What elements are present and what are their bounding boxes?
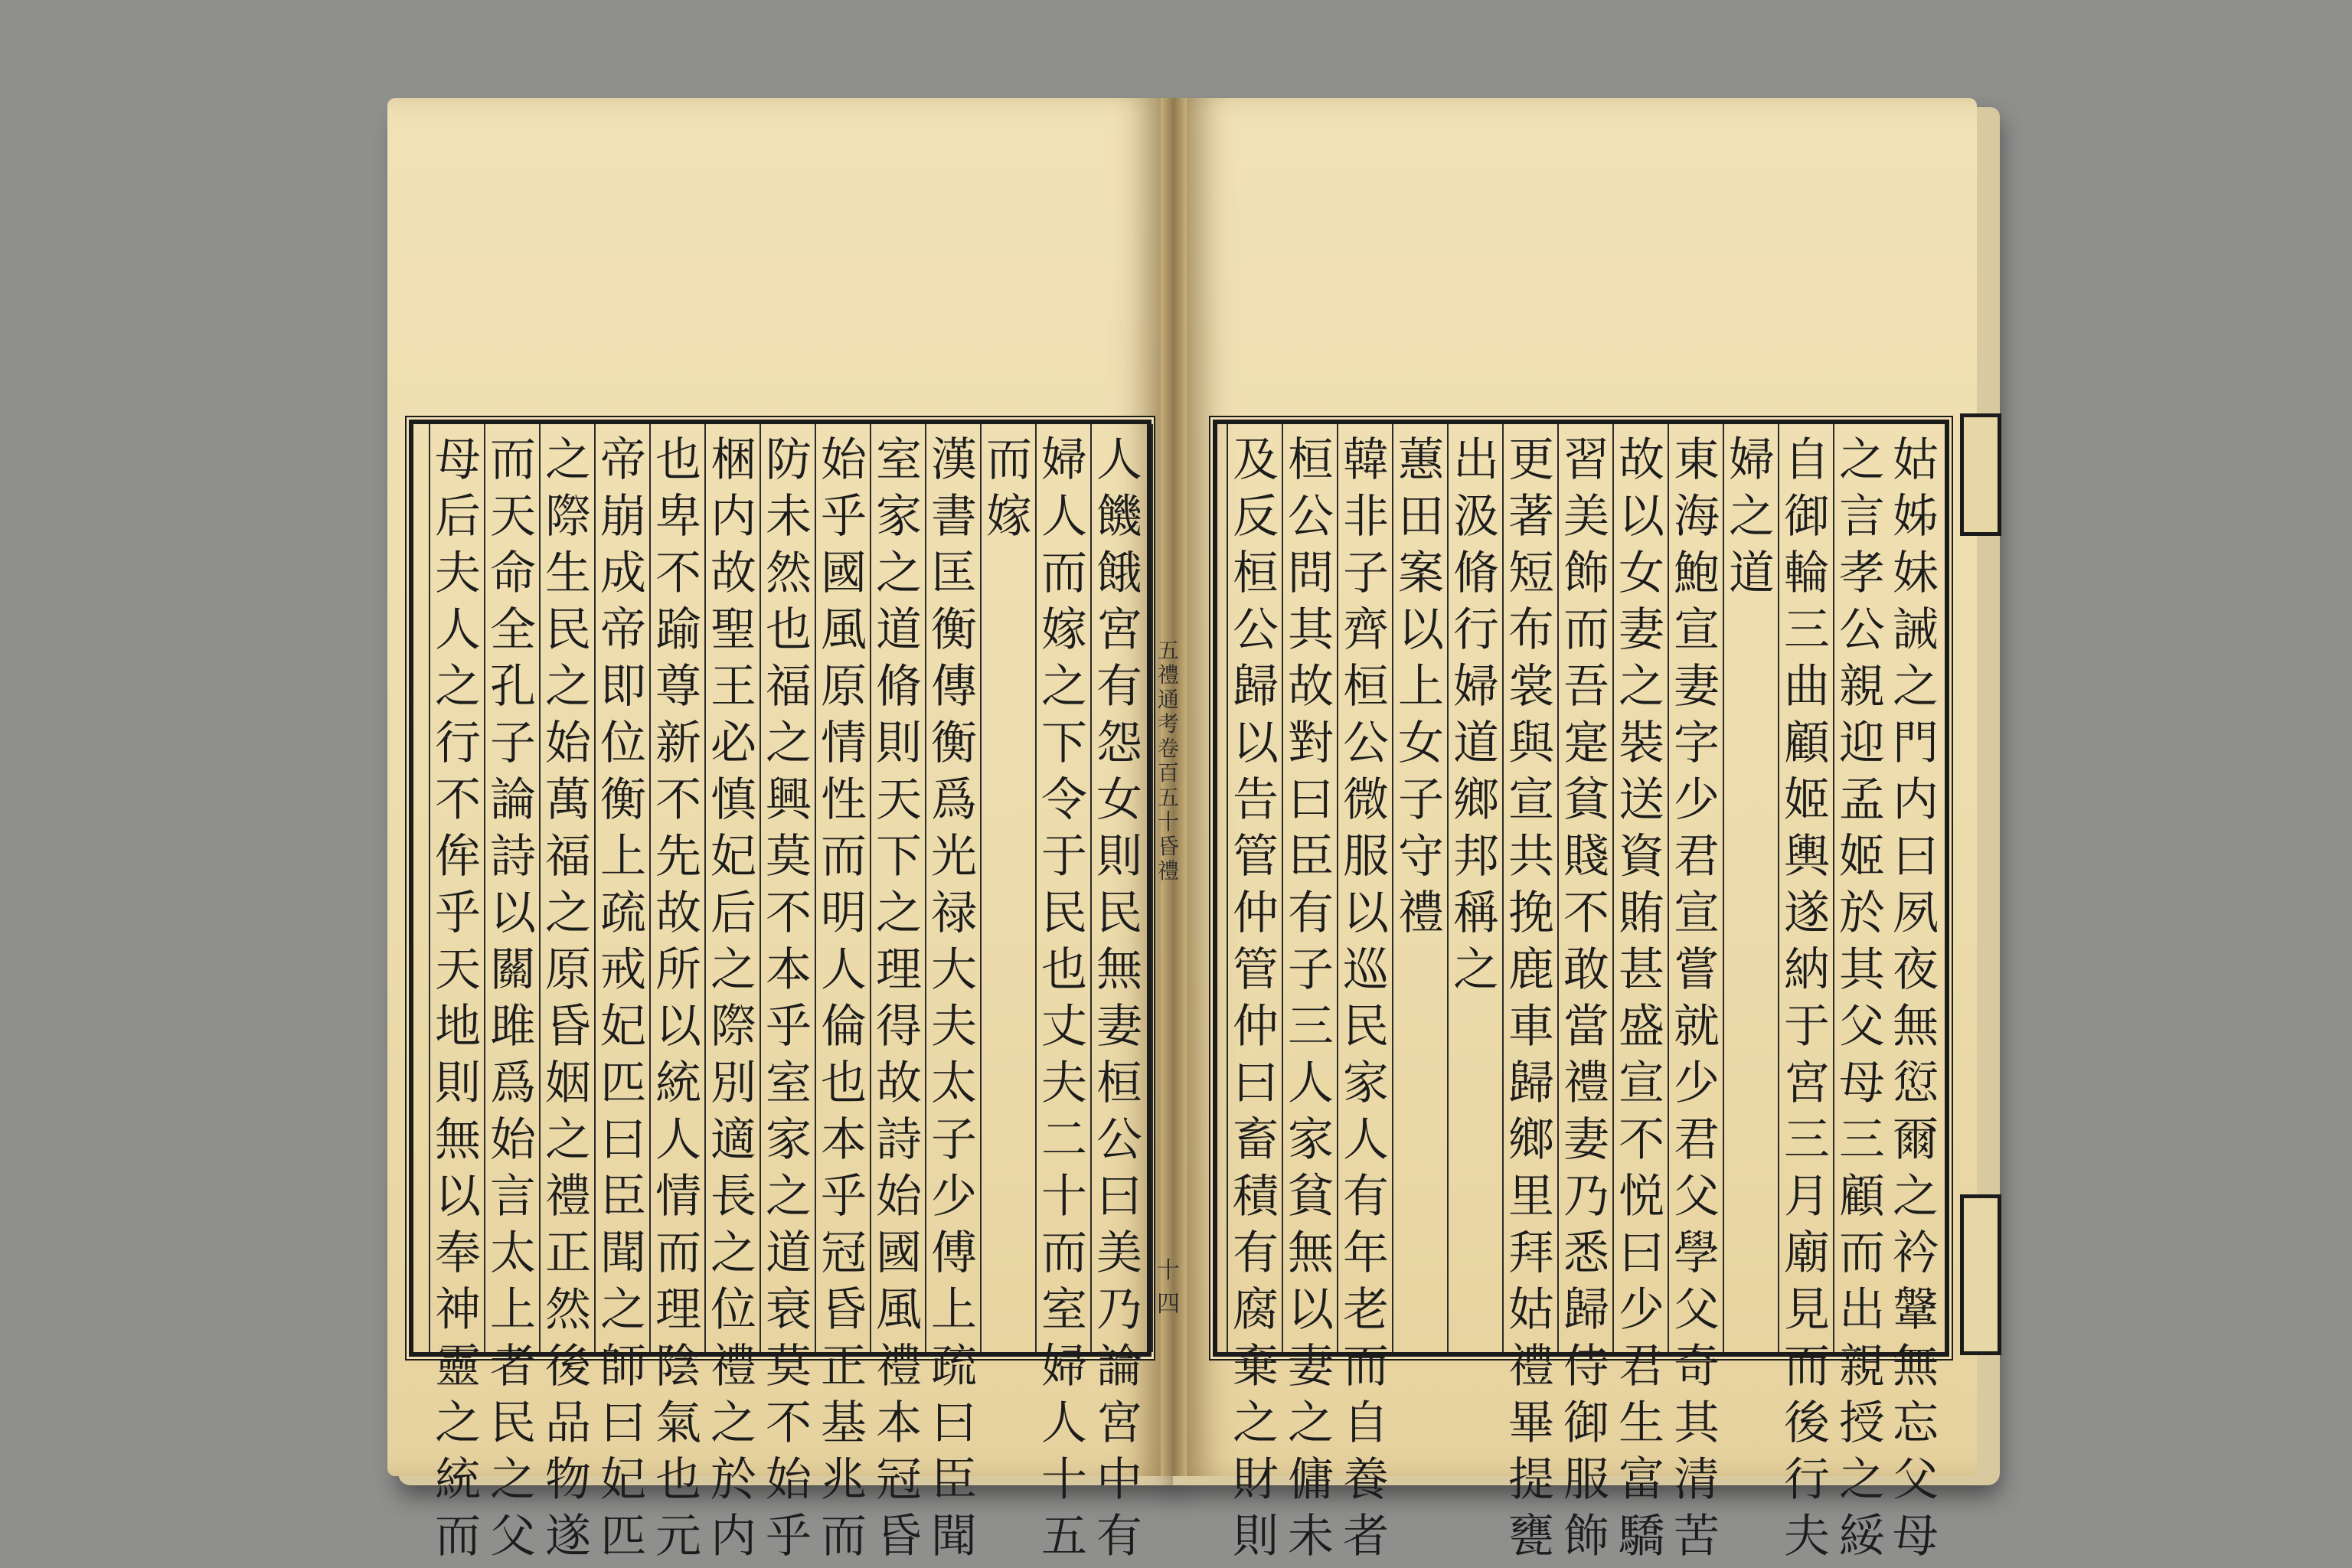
text-column: [980, 424, 1035, 1352]
text-column: [1502, 424, 1557, 1563]
column-text: 之言孝公親迎孟姬於其父母三顧而出親授之綏: [1839, 433, 1885, 1563]
text-column: [1557, 424, 1612, 1563]
text-column: [1833, 424, 1888, 1563]
text-column: [1447, 424, 1502, 1352]
column-text: 出汲脩行婦道鄉邦稱之: [1453, 433, 1499, 997]
text-column: [870, 424, 925, 1563]
column-text: 之際生民之始萬福之原昏姻之禮正然後品物遂: [545, 433, 591, 1563]
column-text: 蕙田案以上女子守禮: [1398, 433, 1444, 940]
text-column: [539, 424, 594, 1563]
column-text: 而天命全孔子論詩以關雎爲始言太上者民之父: [490, 433, 536, 1563]
column-text: 韓非子齊桓公微服以巡民家人有年老而自養者: [1343, 433, 1389, 1563]
column-text: 習美飾而吾寔貧賤不敢當禮妻乃悉歸侍御服飾: [1563, 433, 1609, 1563]
right-page-edge-tab: [1960, 413, 2001, 536]
text-column: [484, 424, 539, 1563]
column-text: 梱内故聖王必慎妃后之際別適長之位禮之於内: [710, 433, 756, 1563]
text-column: [1337, 424, 1392, 1563]
column-text: 婦之道: [1729, 433, 1775, 600]
text-column: [760, 424, 815, 1563]
right-text-frame: [1213, 420, 1949, 1563]
column-text: 防未然也福之興莫不本乎室家之道衰莫不始乎: [766, 433, 812, 1563]
text-column: [1612, 424, 1668, 1563]
text-column: [1723, 424, 1778, 1352]
column-text: 也卑不踰尊新不先故所以統人情而理陰氣也元: [655, 433, 701, 1563]
column-text: 姑姊妹誡之門内曰夙夜無愆爾之衿鞶無忘父母: [1893, 433, 1939, 1563]
column-text: 及反桓公歸以告管仲管仲曰畜積有腐棄之財則: [1233, 433, 1279, 1563]
column-text: 人饑餓宮有怨女則民無妻桓公曰美乃論宮中有: [1096, 433, 1142, 1563]
column-text: 帝崩成帝即位衡上疏戒妃匹曰臣聞之師曰妃匹: [600, 433, 646, 1563]
column-text: 桓公問其故對曰臣有子三人家貧無以妻之傭未: [1288, 433, 1334, 1563]
text-column: [1090, 424, 1145, 1563]
text-column: [1035, 424, 1090, 1563]
folio-number: 十四: [1157, 1257, 1180, 1318]
right-page-edge-tab-lower: [1960, 1194, 2001, 1355]
column-text: 東海鮑宣妻字少君宣嘗就少君父學父奇其清苦: [1674, 433, 1720, 1563]
text-column: [1888, 424, 1943, 1563]
text-column: [1227, 424, 1282, 1563]
text-column: [704, 424, 760, 1563]
text-column: [1392, 424, 1447, 1352]
fishtail-label: 五禮通考卷百五十昏禮: [1157, 638, 1179, 884]
column-text: 故以女妻之裝送資賄甚盛宣不悦曰少君生富驕: [1619, 433, 1664, 1563]
text-column: [815, 424, 870, 1563]
text-column: [1668, 424, 1723, 1563]
text-column: [925, 424, 980, 1563]
column-text: 自御輪三曲顧姬輿遂納于宮三月廟見而後行夫: [1784, 433, 1830, 1563]
text-column: [649, 424, 704, 1563]
column-text: 而嫁: [986, 433, 1032, 544]
text-column: [1282, 424, 1337, 1563]
text-column: [429, 424, 484, 1563]
column-text: 漢書匡衡傳衡爲光禄大夫太子少傅上疏曰臣聞: [931, 433, 977, 1563]
text-column: [594, 424, 649, 1563]
text-column: [1778, 424, 1833, 1563]
column-text: 婦人而嫁之下令于民也丈夫二十而室婦人十五: [1041, 433, 1087, 1563]
left-text-frame: [409, 420, 1180, 1563]
column-text: 更著短布裳與宣共挽鹿車歸鄉里拜姑禮畢提甕: [1508, 433, 1554, 1563]
column-text: 母后夫人之行不侔乎天地則無以奉神靈之統而: [435, 433, 481, 1563]
column-text: 始乎國風原情性而明人倫也本乎冠昏正基兆而: [821, 433, 867, 1563]
fishtail-margin: [1152, 424, 1184, 1352]
column-text: 室家之道脩則天下之理得故詩始國風禮本冠昏: [876, 433, 922, 1563]
